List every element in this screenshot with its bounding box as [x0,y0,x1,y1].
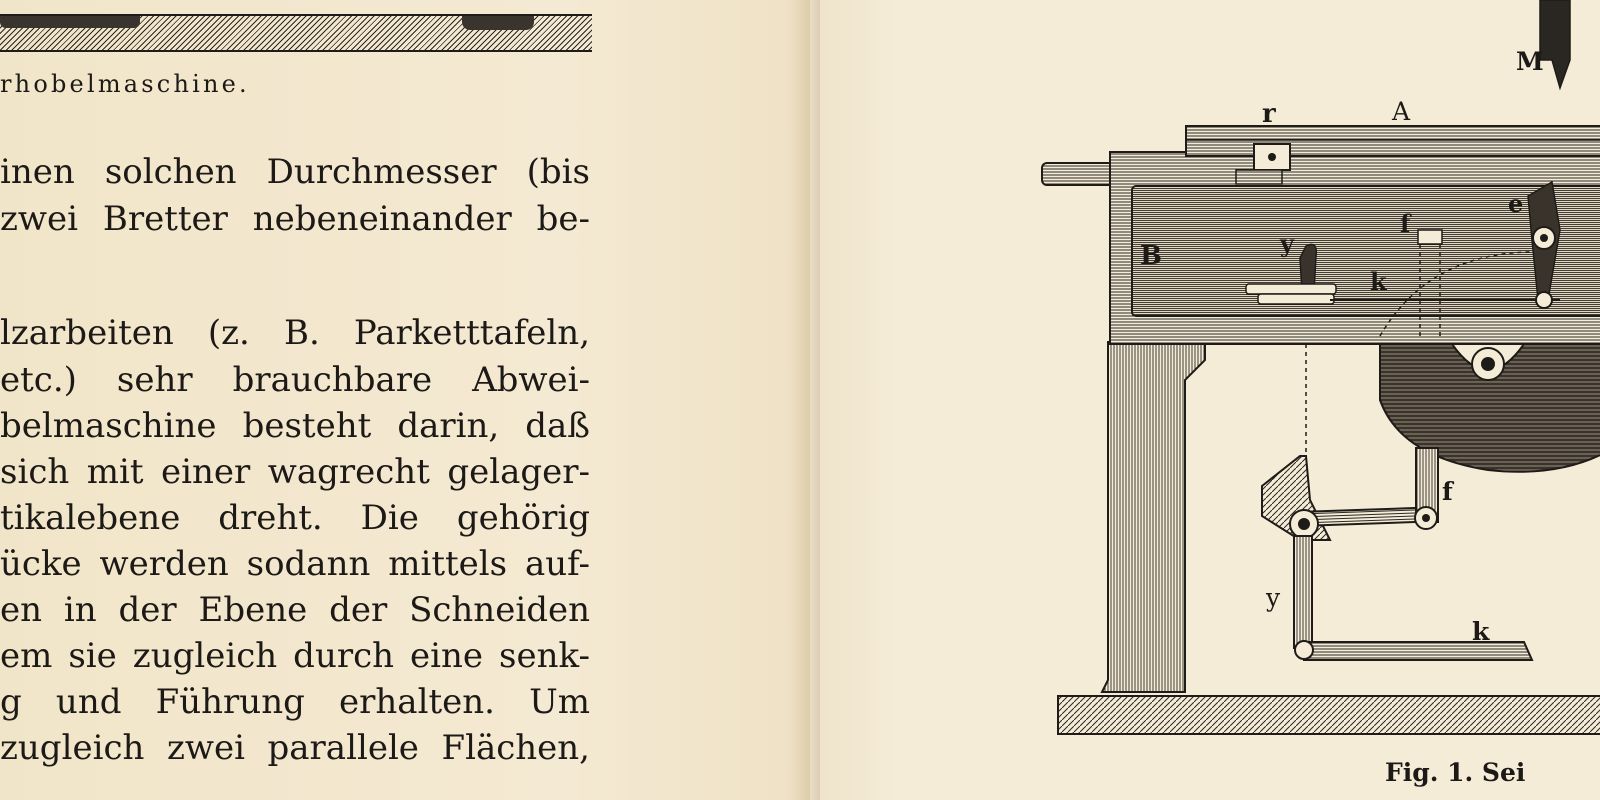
text-line: zwei Bretter nebeneinander be- [0,199,590,239]
top-figure-base-hatching [0,14,592,52]
machine-foot-left [0,16,140,28]
text-line: ücke werden sodann mittels auf- [0,544,590,584]
machine-illustration [1040,0,1600,800]
label-m: M [1516,47,1544,76]
figure-caption: Fig. 1. Sei [1385,758,1526,787]
machine-foot-right [462,16,534,30]
label-y-upper: y [1280,229,1294,258]
top-rail [1186,126,1600,156]
shaft [1042,163,1114,185]
figure-caption-top: rhobelmaschine. [0,70,250,98]
text-line: etc.) sehr brauchbare Abwei- [0,360,590,400]
text-line: lzarbeiten (z. B. Parketttafeln, [0,313,590,353]
text-line: em sie zugleich durch eine senk- [0,636,590,676]
link-bar [1300,508,1428,526]
label-a: A [1392,97,1411,126]
label-f-upper: f [1400,209,1411,238]
label-e: e [1508,189,1524,218]
text-line: en in der Ebene der Schneiden [0,590,590,630]
label-k-upper: k [1370,267,1387,296]
pedal-rod [1294,536,1312,648]
tool-m [1540,0,1570,88]
label-k-lower: k [1472,617,1490,646]
text-line: g und Führung erhalten. Um [0,682,590,722]
pedal [1304,642,1532,660]
text-line: tikalebene dreht. Die gehörig [0,498,590,538]
label-f-lower: f [1442,477,1453,506]
label-r: r [1262,99,1276,129]
machine-leg [1102,342,1205,692]
text-line: belmaschine besteht darin, daß [0,406,590,446]
floor-base [1058,696,1600,734]
text-line: sich mit einer wagrecht gelager- [0,452,590,492]
text-line: zugleich zwei parallele Flächen, [0,728,590,768]
text-line: inen solchen Durchmesser (bis [0,152,590,192]
label-y-lower: y [1266,583,1281,612]
label-b: B [1140,241,1162,271]
